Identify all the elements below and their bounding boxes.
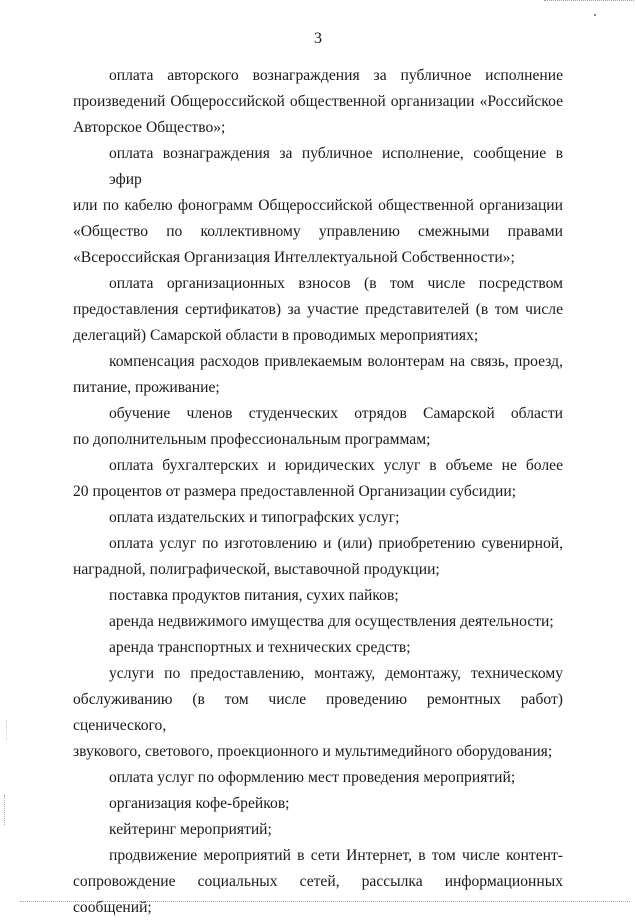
paragraph-line: «Общество по коллективному управлению смежными правами (73, 223, 563, 240)
paragraph-line: по дополнительным профессиональным программам; (73, 431, 431, 448)
scan-artifact-left-upper (6, 720, 9, 740)
paragraph (73, 141, 563, 271)
paragraph-line: или по кабелю фонограмм Общероссийской общественной организации (73, 197, 563, 214)
paragraph-line: оплата авторского вознаграждения за публичное исполнение (109, 67, 563, 84)
paragraph-line: услуги по предоставлению, монтажу, демонтажу, техническому (109, 665, 563, 682)
paragraph (73, 63, 563, 141)
paragraph-line: наградной, полиграфической, выставочной продукции; (73, 561, 440, 578)
paragraph-line: делегаций) Самарской области в проводимых мероприятиях; (73, 327, 479, 344)
paragraph-line: оплата вознаграждения за публичное исполнение, сообщение в эфир (109, 145, 563, 188)
paragraph-line: оплата бухгалтерских и юридических услуг в объеме не более (109, 457, 563, 474)
paragraph (73, 401, 563, 453)
page-number: 3 (314, 30, 322, 47)
paragraph-line: предоставления сертификатов) за участие представителей (в том числе (73, 301, 563, 318)
paragraph (73, 271, 563, 349)
paragraph-line: питание, проживание; (73, 379, 220, 396)
paragraph-line: оплата услуг по оформлению мест проведения мероприятий; (109, 769, 516, 786)
paragraph-line: организация кофе-брейков; (109, 795, 290, 812)
paragraph (73, 583, 563, 609)
paragraph (73, 505, 563, 531)
paragraph-line: аренда транспортных и технических средств; (109, 639, 411, 656)
paragraph (73, 349, 563, 401)
paragraph (73, 661, 563, 765)
paragraph-line: кейтеринг мероприятий; (109, 821, 272, 838)
paragraph-line: оплата организационных взносов (в том числе посредством (109, 275, 563, 292)
paragraph-line: поставка продуктов питания, сухих пайков; (109, 587, 399, 604)
paragraph (73, 531, 563, 583)
paragraph (73, 609, 563, 635)
paragraph-line: звукового, светового, проекционного и мультимедийного оборудования; (73, 743, 553, 760)
paragraph-line: «Всероссийская Организация Интеллектуальной Собственности»; (73, 249, 515, 266)
scan-artifact-left (4, 795, 11, 825)
paragraph-line: аренда недвижимого имущества для осуществления деятельности; (109, 613, 554, 630)
paragraph (73, 791, 563, 817)
paragraph (73, 843, 563, 921)
paragraph-line: 20 процентов от размера предоставленной Организации субсидии; (73, 483, 517, 500)
paragraph-line: оплата услуг по изготовлению и (или) приобретению сувенирной, (109, 535, 563, 552)
paragraph (73, 765, 563, 791)
paragraph (73, 635, 563, 661)
paragraph-line: обслуживанию (в том числе проведению ремонтных работ) сценического, (73, 691, 563, 734)
paragraph (73, 453, 563, 505)
paragraph-line: сопровождение социальных сетей, рассылка информационных сообщений; (73, 873, 563, 916)
paragraph-line: оплата издательских и типографских услуг; (109, 509, 400, 526)
document-body (73, 63, 563, 921)
paragraph-line: продвижение мероприятий в сети Интернет, в том числе контент- (109, 847, 563, 864)
paragraph-line: Авторское Общество»; (73, 119, 226, 136)
scan-artifact-top (544, 0, 634, 3)
paragraph (73, 817, 563, 843)
paragraph-line: произведений Общероссийской общественной организации «Российское (73, 93, 563, 110)
paragraph-line: обучение членов студенческих отрядов Самарской области (109, 405, 563, 422)
scan-artifact-dot (594, 14, 596, 16)
paragraph-line: компенсация расходов привлекаемым волонтерам на связь, проезд, (109, 353, 563, 370)
